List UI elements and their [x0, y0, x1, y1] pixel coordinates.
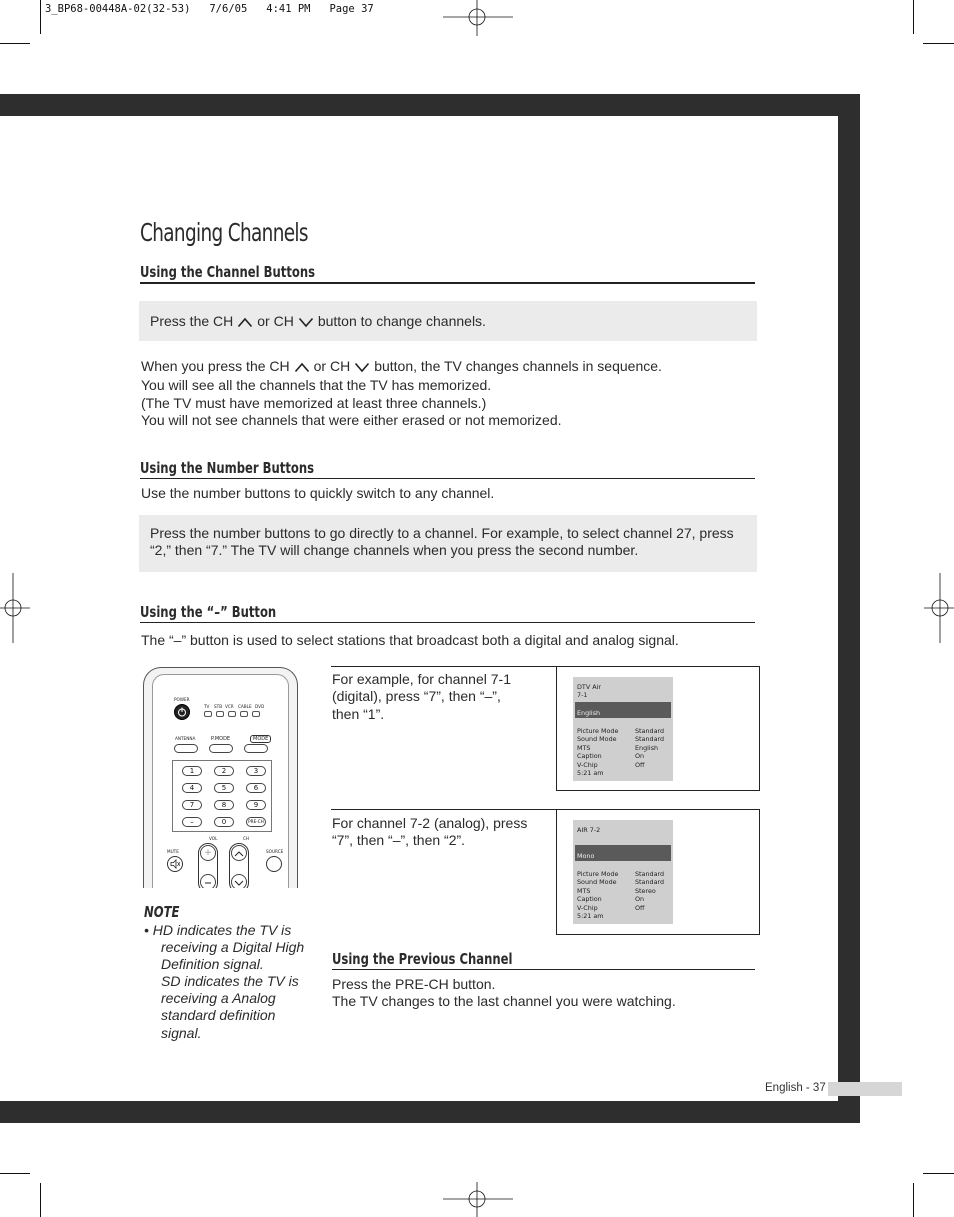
- section-rule: [140, 622, 755, 623]
- osd-row-value: Standard: [635, 735, 665, 743]
- channel-down-icon: [231, 874, 247, 888]
- number-pad: [172, 760, 272, 832]
- osd-row-value: Off: [635, 904, 645, 912]
- volume-rocker: [198, 843, 218, 888]
- osd-row-label: Picture Mode: [577, 727, 619, 735]
- previous-line: The TV changes to the last channel you were watching.: [332, 993, 676, 1010]
- osd-highlight-bar: English: [575, 702, 671, 718]
- instruction-line: “2,” then “7.” The TV will change channels when you press the second number.: [150, 542, 639, 559]
- pmode-label: P.MODE: [211, 736, 231, 742]
- chevron-down-icon: [298, 315, 314, 332]
- mode-label-stb: STB: [214, 704, 223, 709]
- osd-title: DTV Air: [577, 683, 602, 691]
- osd-screen-analog: [573, 820, 673, 924]
- osd-title: AIR 7-2: [577, 826, 601, 834]
- osd-row-label: Picture Mode: [577, 870, 619, 878]
- footer-tab: [828, 1082, 902, 1096]
- dash-intro: The “–” button is used to select stations that broadcast both a digital and analog signal.: [141, 632, 679, 648]
- osd-channel: 7-1: [577, 691, 588, 699]
- digit-4-button: 4: [182, 783, 202, 793]
- instruction-box-channel: [139, 301, 757, 341]
- digit-5-button: 5: [214, 783, 234, 793]
- note-line: receiving a Analog: [161, 990, 276, 1007]
- osd-row-value: Standard: [635, 878, 665, 886]
- osd-row-value: Off: [635, 761, 645, 769]
- osd-row-label: V-Chip: [577, 904, 598, 912]
- channel-paragraph: [141, 358, 662, 429]
- digit-3-button: 3: [246, 766, 266, 776]
- mute-button: [167, 856, 183, 872]
- pmode-button: [209, 744, 233, 753]
- section-heading-previous-channel: Using the Previous Channel: [332, 950, 513, 968]
- mute-label: MUTE: [167, 849, 179, 854]
- mode-label-tv: TV: [204, 704, 210, 709]
- page-frame-top: [0, 94, 860, 116]
- mode-label-dvd: DVD: [255, 704, 265, 709]
- power-label: POWER: [174, 697, 190, 702]
- section-heading-dash-button: Using the “–” Button: [140, 603, 277, 621]
- source-button: [266, 856, 282, 872]
- osd-row-value: On: [635, 895, 645, 903]
- section-rule: [140, 282, 755, 284]
- dash-button: –: [182, 817, 202, 827]
- paragraph-line: (The TV must have memorized at least three channels.): [141, 394, 487, 411]
- mode-label-cable: CABLE: [238, 704, 252, 709]
- digit-0-button: 0: [214, 817, 234, 827]
- osd-row-label: Caption: [577, 752, 602, 760]
- osd-row-value: On: [635, 752, 645, 760]
- osd-row-label: MTS: [577, 887, 591, 895]
- section-rule: [140, 478, 755, 479]
- vol-label: VOL: [209, 836, 218, 841]
- instruction-text: Press the CH or CH button to change channels.: [150, 313, 486, 332]
- osd-row-value: Stereo: [635, 887, 656, 895]
- channel-up-icon: [231, 845, 247, 861]
- osd-row-value: Standard: [635, 870, 665, 878]
- mode-label-vcr: VCR: [225, 704, 234, 709]
- example-line: (digital), press “7”, then “–”,: [332, 688, 501, 705]
- digit-9-button: 9: [246, 800, 266, 810]
- mode-led-row: [204, 711, 266, 717]
- digit-2-button: 2: [214, 766, 234, 776]
- section-heading-channel-buttons: Using the Channel Buttons: [140, 263, 316, 281]
- osd-row-label: V-Chip: [577, 761, 598, 769]
- osd-frame-digital: [556, 666, 760, 791]
- ch-label: CH: [243, 836, 250, 841]
- note-line: signal.: [161, 1024, 202, 1041]
- digit-7-button: 7: [182, 800, 202, 810]
- note-text: [144, 922, 319, 1042]
- pre-ch-button: PRE-CH: [246, 817, 266, 827]
- note-heading: NOTE: [144, 903, 180, 921]
- chevron-up-icon: [237, 315, 253, 332]
- antenna-label: ANTENNA: [175, 736, 196, 741]
- note-line: standard definition: [161, 1007, 276, 1024]
- note-line: receiving a Digital High: [161, 939, 305, 956]
- digit-6-button: 6: [246, 783, 266, 793]
- osd-row-value: English: [635, 744, 659, 752]
- instruction-text: [150, 525, 734, 560]
- osd-time: 5:21 am: [577, 912, 604, 920]
- example-analog-text: [332, 815, 527, 850]
- osd-frame-analog: [556, 809, 760, 935]
- example-line: then “1”.: [332, 705, 385, 722]
- page-number: English - 37: [765, 1082, 826, 1094]
- antenna-button: [174, 744, 198, 753]
- digit-1-button: 1: [182, 766, 202, 776]
- page-frame-bottom: [0, 1101, 860, 1123]
- page-title: Changing Channels: [140, 218, 308, 247]
- channel-rocker: [229, 843, 249, 888]
- print-slug: 3_BP68-00448A-02(32-53) 7/6/05 4:41 PM Page 37: [45, 3, 374, 15]
- previous-line: Press the PRE-CH button.: [332, 976, 496, 992]
- section-rule: [332, 969, 755, 970]
- power-button: [174, 704, 190, 720]
- number-intro: Use the number buttons to quickly switch to any channel.: [141, 485, 495, 501]
- paragraph-line: You will not see channels that were either erased or not memorized.: [141, 411, 562, 428]
- osd-row-value: Standard: [635, 727, 665, 735]
- section-heading-number-buttons: Using the Number Buttons: [140, 459, 315, 477]
- osd-row-label: Sound Mode: [577, 735, 617, 743]
- osd-highlight-bar: Mono: [575, 845, 671, 861]
- previous-channel-text: [332, 976, 676, 1011]
- remote-control-illustration: [143, 667, 298, 888]
- example-line: For channel 7-2 (analog), press: [332, 815, 528, 831]
- paragraph-line: You will see all the channels that the TV has memorized.: [141, 377, 492, 394]
- digit-8-button: 8: [214, 800, 234, 810]
- osd-row-label: MTS: [577, 744, 591, 752]
- source-label: SOURCE: [266, 849, 284, 854]
- osd-screen-digital: [573, 677, 673, 781]
- osd-time: 5:21 am: [577, 769, 604, 777]
- paragraph-line: When you press the CH or CH button, the TV changes channels in sequence.: [141, 358, 662, 377]
- note-line: Definition signal.: [161, 956, 264, 973]
- mode-label: MODE: [250, 735, 271, 743]
- instruction-box-number: [139, 515, 757, 572]
- volume-down-icon: [200, 874, 216, 888]
- example-rule: [331, 666, 556, 667]
- example-line: “7”, then “–”, then “2”.: [332, 832, 466, 849]
- page-frame-right: [838, 94, 860, 1123]
- note-line: SD indicates the TV is: [161, 973, 299, 990]
- instruction-line: Press the number buttons to go directly to a channel. For example, to select channel 27, press: [150, 525, 734, 541]
- mute-icon: [168, 857, 182, 871]
- chevron-down-icon: [354, 360, 370, 377]
- volume-up-icon: +: [200, 845, 216, 861]
- mode-button: [244, 744, 268, 753]
- example-digital-text: [332, 671, 511, 723]
- example-line: For example, for channel 7-1: [332, 671, 511, 687]
- osd-row-label: Sound Mode: [577, 878, 617, 886]
- osd-row-label: Caption: [577, 895, 602, 903]
- example-rule: [331, 809, 556, 810]
- chevron-up-icon: [294, 360, 310, 377]
- note-line: • HD indicates the TV is: [144, 922, 292, 938]
